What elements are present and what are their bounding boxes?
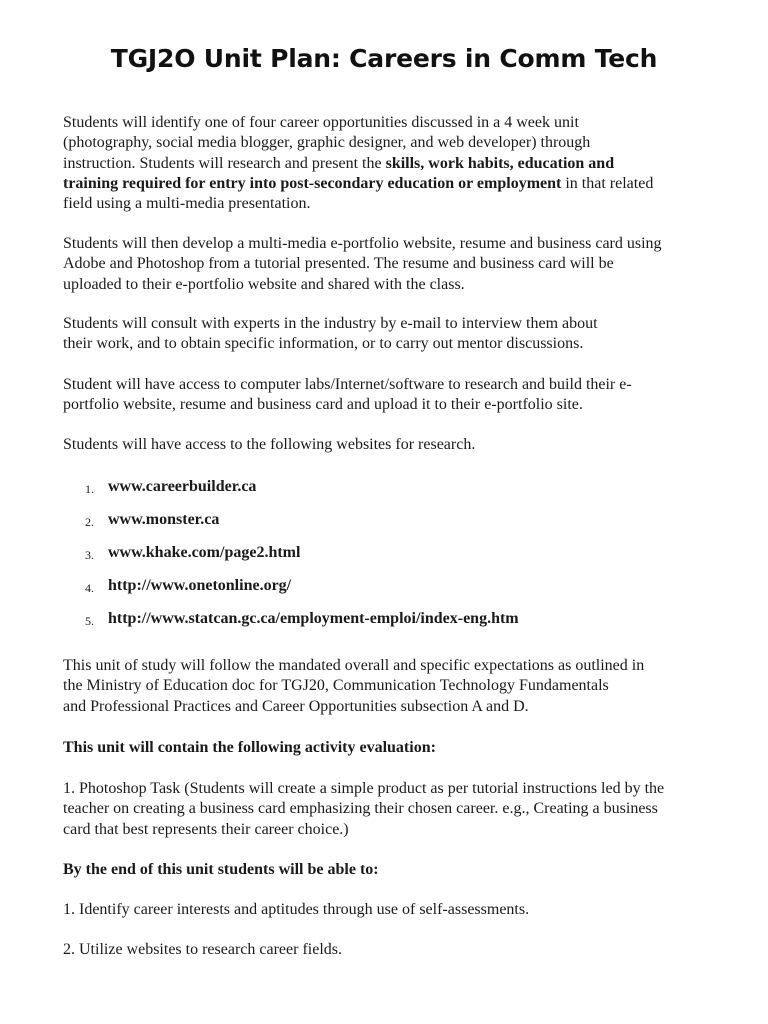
- evaluation-heading: [63, 738, 713, 758]
- outcome-item-2: [63, 940, 713, 960]
- intro-line-5: field using a multi-media presentation.: [63, 195, 311, 213]
- portfolio-paragraph: [63, 234, 713, 295]
- list-number: 5.: [85, 614, 94, 628]
- portfolio-line-2: Adobe and Photoshop from a tutorial presented. The resume and business card will be: [63, 255, 614, 273]
- intro-bold-text: skills, work habits, education and: [385, 154, 615, 172]
- intro-line-4: [63, 174, 713, 194]
- website-link-monster[interactable]: www.monster.ca: [108, 511, 220, 528]
- page-title: TGJ2O Unit Plan: Careers in Comm Tech: [110, 44, 658, 73]
- portfolio-line-3: uploaded to their e-portfolio website and shared with the class.: [63, 275, 465, 293]
- access-paragraph: [63, 375, 713, 416]
- expectations-paragraph: [63, 656, 713, 717]
- intro-bold-text-2: training required for entry into post-secondary education or employment: [63, 174, 562, 192]
- access-line-1: Student will have access to computer labs/Internet/software to research and build their e-: [63, 376, 632, 393]
- intro-line-3: [63, 154, 713, 174]
- expectations-line-3: and Professional Practices and Career Opportunities subsection A and D.: [63, 697, 529, 715]
- website-link-statcan[interactable]: http://www.statcan.gc.ca/employment-emploi/index-eng.htm: [108, 610, 519, 627]
- access-line-2: portfolio website, resume and business card and upload it to their e-portfolio site.: [63, 396, 583, 414]
- website-link-khake[interactable]: www.khake.com/page2.html: [108, 544, 301, 561]
- outcome-item-1: [63, 900, 713, 920]
- list-number: 1.: [85, 482, 94, 496]
- websites-intro: [63, 435, 713, 455]
- website-link-careerbuilder[interactable]: www.careerbuilder.ca: [108, 478, 257, 495]
- photoshop-task-line-2: teacher on creating a business card emphasizing their chosen career. e.g., Creating a business: [63, 800, 658, 818]
- experts-line-1: Students will consult with experts in the industry by e-mail to interview them about: [63, 315, 598, 332]
- intro-line-2: (photography, social media blogger, graphic designer, and web developer) through: [63, 134, 591, 152]
- expectations-line-1: This unit of study will follow the mandated overall and specific expectations as outlined in: [63, 657, 645, 674]
- expectations-line-2: the Ministry of Education doc for TGJ20, Communication Technology Fundamentals: [63, 677, 609, 695]
- photoshop-task-line-3: card that best represents their career choice.): [63, 820, 349, 838]
- list-number: 3.: [85, 548, 94, 562]
- intro-text-2: in that related: [561, 174, 654, 192]
- list-number: 2.: [85, 515, 94, 529]
- experts-line-2: their work, and to obtain specific information, or to carry out mentor discussions.: [63, 335, 584, 353]
- website-link-onetonline[interactable]: http://www.onetonline.org/: [108, 577, 292, 594]
- outcome-text-2: 2. Utilize websites to research career fields.: [63, 941, 342, 958]
- evaluation-heading-text: This unit will contain the following activity evaluation:: [63, 739, 436, 756]
- intro-text: instruction. Students will research and present the: [63, 154, 386, 172]
- outcomes-heading-text: By the end of this unit students will be able to:: [63, 861, 379, 878]
- list-number: 4.: [85, 581, 94, 595]
- outcomes-heading: [63, 860, 713, 880]
- experts-paragraph: [63, 314, 713, 355]
- photoshop-task-paragraph: [63, 779, 713, 840]
- websites-intro-line: Students will have access to the following websites for research.: [63, 436, 476, 453]
- intro-paragraph: [63, 113, 713, 214]
- portfolio-line-1: Students will then develop a multi-media e-portfolio website, resume and business card using: [63, 235, 662, 252]
- photoshop-task-line-1: 1. Photoshop Task (Students will create a simple product as per tutorial instructions led by the: [63, 780, 665, 797]
- intro-line-1: Students will identify one of four career opportunities discussed in a 4 week unit: [63, 114, 579, 131]
- outcome-text-1: 1. Identify career interests and aptitudes through use of self-assessments.: [63, 901, 530, 918]
